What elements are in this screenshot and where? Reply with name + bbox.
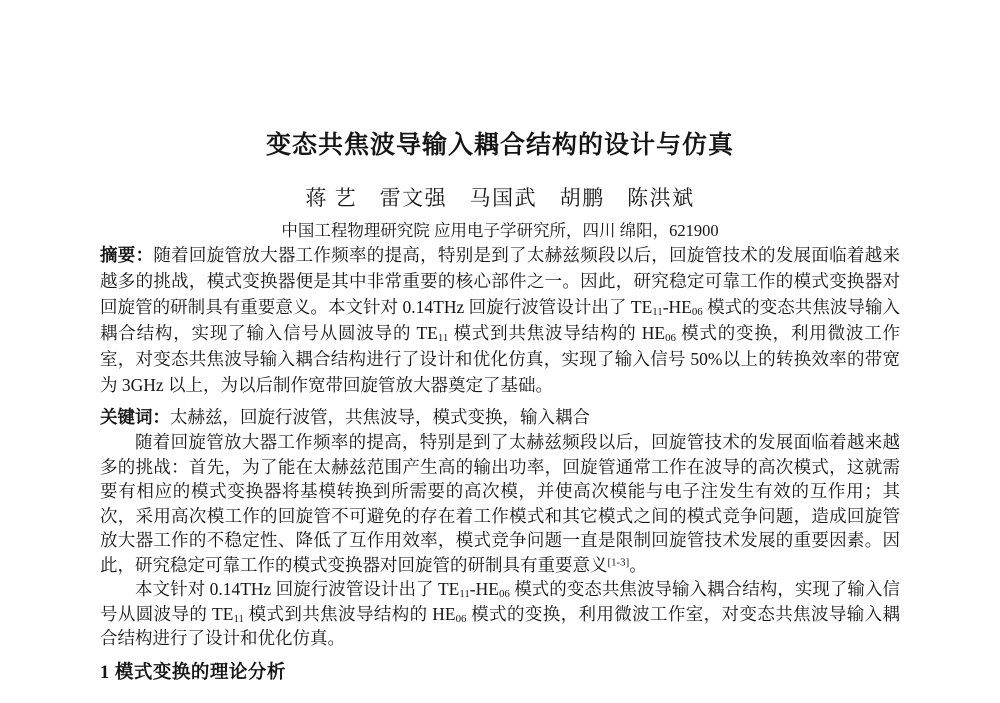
section-heading: 1 模式变换的理论分析 <box>100 662 286 683</box>
page-title: 变态共焦波导输入耦合结构的设计与仿真 <box>265 131 734 159</box>
abstract-paragraph <box>100 242 900 398</box>
keywords-line <box>100 404 900 430</box>
affiliation-line: 中国工程物理研究院 应用电子学研究所，四川 绵阳，621900 <box>281 221 719 240</box>
body-paragraph-1: 随着回旋管放大器工作频率的提高，特别是到了太赫兹频段以后，回旋管技术的发展面临着越来越多的挑战：首先，为了能在太赫兹范围产生高的输出功率，回旋管通常工作在波导的高次模式，这就需要有相应的模式变换器将基模转换到所需要的高次模，并使高次模能与电子注发生有效的互作用；其次，采用高次模工作的回旋管不可避免的存在着工作模式和其它模式之间的模式竞争问题，造成回旋管放大器工作的不稳定性、降低了互作用效率，模式竞争问题一直是限制回旋管技术发展的重要因素。因此，研究稳定可靠工作的模式变换器对回旋管的研制具有重要意义[1-3]。 <box>100 432 900 575</box>
keywords-text: 太赫兹，回旋行波管，共焦波导，模式变换，输入耦合 <box>170 407 590 427</box>
abstract-label: 摘要： <box>100 245 154 265</box>
body-paragraph-2: 本文针对 0.14THz 回旋行波管设计出了 $TE_{11}-HE_{06}$ 模式的变态共焦波导输入耦合结构，实现了输入信号从圆波导的 $TE_{11}$ 模式到共焦波导结构的 $HE_{06}$ 模式的变换，利用微波工作室，对变态共焦波导输入耦合结构进行了设计和优化仿真。 <box>100 579 901 648</box>
authors-line: 蒋 艺 雷文强 马国武 胡鹏 陈洪斌 <box>305 186 695 210</box>
keywords-label: 关键词： <box>100 407 170 427</box>
abstract-text: 随着回旋管放大器工作频率的提高，特别是到了太赫兹频段以后，回旋管技术的发展面临着越来越多的挑战，模式变换器便是其中非常重要的核心部件之一。因此，研究稳定可靠工作的模式变换器对回旋管的研制具有重要意义。本文针对 0.14THz 回旋行波管设计出了 $TE_{11}-HE_{06}$ 模式的变态共焦波导输入耦合结构，实现了输入信号从圆波导的 $TE_{11}$ 模式到共焦波导结构的 $HE_{06}$ 模式的变换，利用微波工作室，对变态共焦波导输入耦合结构进行了设计和优化仿真，实现了输入信号 50%以上的转换效率的带宽为 3GHz 以上，为以后制作宽带回旋管放大器奠定了基础。 <box>100 245 901 395</box>
